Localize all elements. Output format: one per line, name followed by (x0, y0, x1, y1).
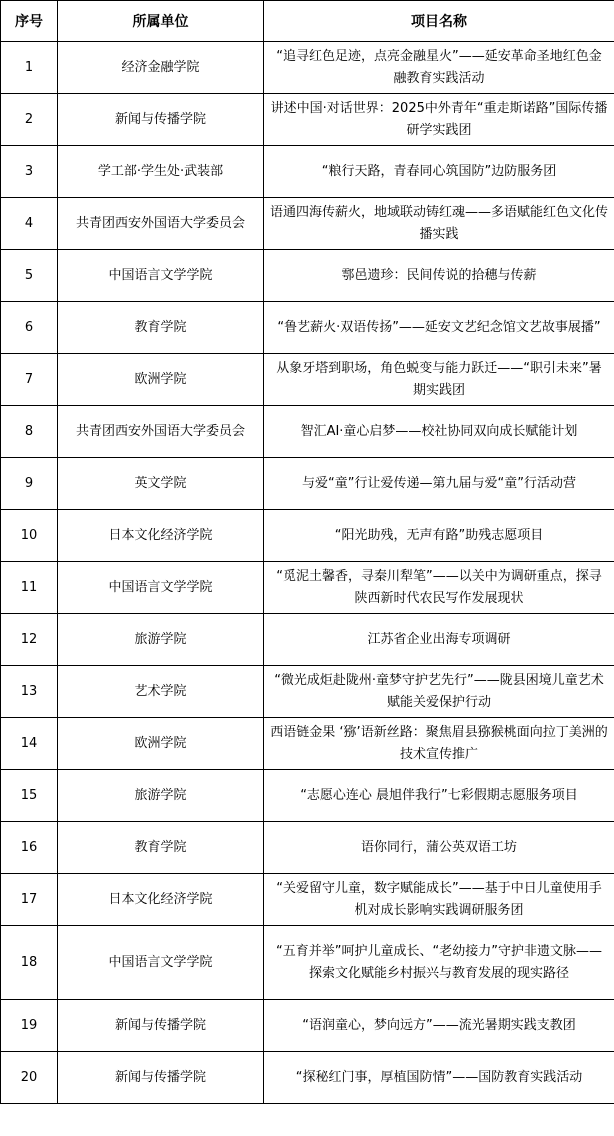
cell-unit: 日本文化经济学院 (58, 874, 264, 926)
cell-index: 15 (1, 770, 58, 822)
cell-index: 6 (1, 302, 58, 354)
cell-index: 13 (1, 666, 58, 718)
header-unit: 所属单位 (58, 1, 264, 42)
table-row (1, 770, 614, 822)
cell-project: “追寻红色足迹，点亮金融星火”——延安革命圣地红色金融教育实践活动 (264, 42, 614, 94)
cell-index: 4 (1, 198, 58, 250)
cell-project: 西语链金果 ‘猕’语新丝路：聚焦眉县猕猴桃面向拉丁美洲的技术宣传推广 (264, 718, 614, 770)
cell-project: “语润童心，梦向远方”——流光暑期实践支教团 (264, 1000, 614, 1052)
cell-project: “探秘红门事，厚植国防情”——国防教育实践活动 (264, 1052, 614, 1104)
cell-unit: 共青团西安外国语大学委员会 (58, 198, 264, 250)
cell-index: 17 (1, 874, 58, 926)
cell-index: 14 (1, 718, 58, 770)
cell-unit: 中国语言文学学院 (58, 926, 264, 1000)
cell-unit: 教育学院 (58, 302, 264, 354)
cell-unit: 旅游学院 (58, 770, 264, 822)
table-body (1, 42, 614, 1104)
table-row (1, 1052, 614, 1104)
cell-index: 12 (1, 614, 58, 666)
cell-project: “粮行天路，青春同心筑国防”边防服务团 (264, 146, 614, 198)
table-row (1, 406, 614, 458)
cell-project: “觅泥土馨香，寻秦川犁笔”——以关中为调研重点，探寻陕西新时代农民写作发展现状 (264, 562, 614, 614)
table-header-row (1, 1, 614, 42)
cell-unit: 英文学院 (58, 458, 264, 510)
table-row (1, 874, 614, 926)
cell-unit: 新闻与传播学院 (58, 1000, 264, 1052)
cell-project: “阳光助残，无声有路”助残志愿项目 (264, 510, 614, 562)
table-row (1, 510, 614, 562)
cell-unit: 新闻与传播学院 (58, 94, 264, 146)
cell-project: “鲁艺薪火·双语传扬”——延安文艺纪念馆文艺故事展播” (264, 302, 614, 354)
cell-unit: 日本文化经济学院 (58, 510, 264, 562)
cell-unit: 旅游学院 (58, 614, 264, 666)
cell-index: 19 (1, 1000, 58, 1052)
table-row (1, 926, 614, 1000)
cell-index: 16 (1, 822, 58, 874)
cell-project: 与爱“童”行让爱传递—第九届与爱“童”行活动营 (264, 458, 614, 510)
table-row (1, 146, 614, 198)
cell-unit: 共青团西安外国语大学委员会 (58, 406, 264, 458)
table-row (1, 302, 614, 354)
cell-project: “微光成炬赴陇州·童梦守护艺先行”——陇县困境儿童艺术赋能关爱保护行动 (264, 666, 614, 718)
cell-unit: 学工部·学生处·武装部 (58, 146, 264, 198)
cell-project: 语你同行，蒲公英双语工坊 (264, 822, 614, 874)
cell-unit: 欧洲学院 (58, 354, 264, 406)
table-row (1, 666, 614, 718)
cell-project: 江苏省企业出海专项调研 (264, 614, 614, 666)
cell-index: 11 (1, 562, 58, 614)
cell-unit: 艺术学院 (58, 666, 264, 718)
header-project: 项目名称 (264, 1, 614, 42)
cell-index: 10 (1, 510, 58, 562)
cell-unit: 中国语言文学学院 (58, 562, 264, 614)
cell-index: 9 (1, 458, 58, 510)
cell-index: 18 (1, 926, 58, 1000)
cell-unit: 经济金融学院 (58, 42, 264, 94)
table-row (1, 198, 614, 250)
cell-project: 鄠邑遗珍：民间传说的拾穗与传薪 (264, 250, 614, 302)
table-row (1, 614, 614, 666)
cell-unit: 中国语言文学学院 (58, 250, 264, 302)
cell-unit: 教育学院 (58, 822, 264, 874)
table-row (1, 1000, 614, 1052)
header-index: 序号 (1, 1, 58, 42)
table-row (1, 562, 614, 614)
cell-project: “关爱留守儿童，数字赋能成长”——基于中日儿童使用手机对成长影响实践调研服务团 (264, 874, 614, 926)
cell-index: 7 (1, 354, 58, 406)
table-row (1, 250, 614, 302)
table-row (1, 354, 614, 406)
cell-project: 从象牙塔到职场，角色蜕变与能力跃迁——“职引未来”暑期实践团 (264, 354, 614, 406)
cell-project: “志愿心连心 晨旭伴我行”七彩假期志愿服务项目 (264, 770, 614, 822)
cell-index: 5 (1, 250, 58, 302)
cell-project: 语通四海传薪火，地域联动铸红魂——多语赋能红色文化传播实践 (264, 198, 614, 250)
cell-index: 2 (1, 94, 58, 146)
cell-index: 20 (1, 1052, 58, 1104)
table-row (1, 94, 614, 146)
table-row (1, 822, 614, 874)
cell-project: 讲述中国·对话世界：2025中外青年“重走斯诺路”国际传播研学实践团 (264, 94, 614, 146)
cell-unit: 新闻与传播学院 (58, 1052, 264, 1104)
table-row (1, 718, 614, 770)
table-row (1, 42, 614, 94)
cell-index: 3 (1, 146, 58, 198)
table-row (1, 458, 614, 510)
cell-project: 智汇AI·童心启梦——校社协同双向成长赋能计划 (264, 406, 614, 458)
cell-index: 8 (1, 406, 58, 458)
cell-index: 1 (1, 42, 58, 94)
cell-unit: 欧洲学院 (58, 718, 264, 770)
cell-project: “五育并举”呵护儿童成长、“老幼接力”守护非遗文脉——探索文化赋能乡村振兴与教育发展的现实路径 (264, 926, 614, 1000)
